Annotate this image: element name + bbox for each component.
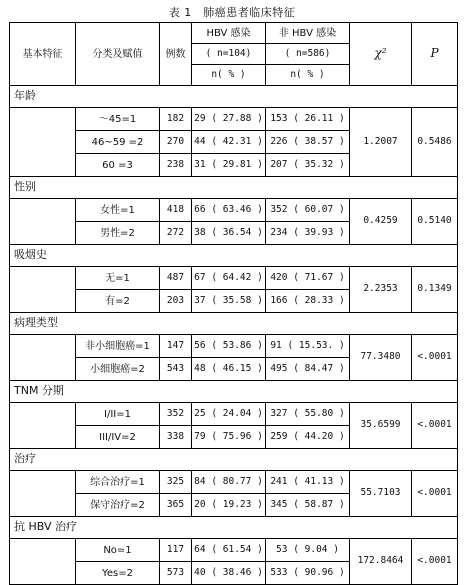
- count-cell: 487: [160, 267, 192, 290]
- chi-square-cell: 77.3480: [350, 335, 412, 381]
- count-cell: 418: [160, 199, 192, 222]
- category-cell: 60 =3: [76, 154, 160, 177]
- hbv-positive-cell: 48 ( 46.15 ): [192, 358, 266, 381]
- hbv-negative-cell: 53 ( 9.04 ): [266, 539, 350, 562]
- header-count: 例数: [160, 23, 192, 86]
- group-blank-cell: [10, 108, 76, 177]
- count-cell: 543: [160, 358, 192, 381]
- p-value-cell: 0.5486: [412, 108, 458, 177]
- category-cell: 有=2: [76, 290, 160, 313]
- category-cell: 非小细胞癌=1: [76, 335, 160, 358]
- chi-square-cell: 1.2007: [350, 108, 412, 177]
- chi-square-cell: 0.4259: [350, 199, 412, 245]
- group-label: 吸烟史: [10, 245, 458, 267]
- group-blank-cell: [10, 403, 76, 449]
- hbv-positive-cell: 29 ( 27.88 ): [192, 108, 266, 131]
- category-cell: 保守治疗=2: [76, 494, 160, 517]
- table-row: [10, 335, 458, 358]
- table-row: [10, 539, 458, 562]
- hbv-positive-cell: 37 ( 35.58 ): [192, 290, 266, 313]
- hbv-positive-cell: 84 ( 80.77 ): [192, 471, 266, 494]
- header-hbv-negative: 非 HBV 感染: [266, 23, 350, 44]
- group-label: 性别: [10, 177, 458, 199]
- group-label: TNM 分期: [10, 381, 458, 403]
- header-chi-square: χ²: [350, 23, 412, 86]
- p-value-cell: 0.5140: [412, 199, 458, 245]
- category-cell: 无=1: [76, 267, 160, 290]
- table-row: [10, 471, 458, 494]
- hbv-negative-cell: 327 ( 55.80 ): [266, 403, 350, 426]
- count-cell: 270: [160, 131, 192, 154]
- header-unit-positive: n( % ): [192, 65, 266, 86]
- hbv-positive-cell: 67 ( 64.42 ): [192, 267, 266, 290]
- hbv-negative-cell: 495 ( 84.47 ): [266, 358, 350, 381]
- count-cell: 147: [160, 335, 192, 358]
- hbv-negative-cell: 241 ( 41.13 ): [266, 471, 350, 494]
- count-cell: 272: [160, 222, 192, 245]
- table-title: 表 1 肺癌患者临床特征: [168, 6, 296, 19]
- hbv-negative-cell: 352 ( 60.07 ): [266, 199, 350, 222]
- hbv-negative-cell: 420 ( 71.67 ): [266, 267, 350, 290]
- chi-square-cell: 35.6599: [350, 403, 412, 449]
- p-value-cell: <.0001: [412, 539, 458, 585]
- group-blank-cell: [10, 539, 76, 585]
- header-unit-negative: n( % ): [266, 65, 350, 86]
- table-row: [10, 403, 458, 426]
- header-basic: 基本特征: [10, 23, 76, 86]
- table-row: [10, 267, 458, 290]
- hbv-positive-cell: 44 ( 42.31 ): [192, 131, 266, 154]
- count-cell: 325: [160, 471, 192, 494]
- category-cell: ～45=1: [76, 108, 160, 131]
- hbv-positive-cell: 64 ( 61.54 ): [192, 539, 266, 562]
- category-cell: Yes=2: [76, 562, 160, 585]
- hbv-negative-cell: 207 ( 35.32 ): [266, 154, 350, 177]
- chi-square-cell: 55.7103: [350, 471, 412, 517]
- category-cell: 女性=1: [76, 199, 160, 222]
- p-value-cell: <.0001: [412, 403, 458, 449]
- table-row: [10, 199, 458, 222]
- hbv-negative-cell: 345 ( 58.87 ): [266, 494, 350, 517]
- category-cell: 综合治疗=1: [76, 471, 160, 494]
- hbv-negative-cell: 166 ( 28.33 ): [266, 290, 350, 313]
- hbv-negative-cell: 234 ( 39.93 ): [266, 222, 350, 245]
- clinical-characteristics-table: [9, 22, 458, 585]
- category-cell: 46~59 =2: [76, 131, 160, 154]
- p-value-cell: <.0001: [412, 471, 458, 517]
- category-cell: No=1: [76, 539, 160, 562]
- hbv-negative-cell: 226 ( 38.57 ): [266, 131, 350, 154]
- hbv-positive-cell: 79 ( 75.96 ): [192, 426, 266, 449]
- header-hbv-positive-n: ( n=104): [192, 44, 266, 65]
- count-cell: 573: [160, 562, 192, 585]
- hbv-positive-cell: 31 ( 29.81 ): [192, 154, 266, 177]
- table-row: [10, 108, 458, 131]
- category-cell: 小细胞癌=2: [76, 358, 160, 381]
- category-cell: 男性=2: [76, 222, 160, 245]
- hbv-negative-cell: 91 ( 15.53. ): [266, 335, 350, 358]
- hbv-positive-cell: 66 ( 63.46 ): [192, 199, 266, 222]
- group-label: 治疗: [10, 449, 458, 471]
- header-hbv-negative-n: ( n=586): [266, 44, 350, 65]
- hbv-positive-cell: 25 ( 24.04 ): [192, 403, 266, 426]
- header-category: 分类及赋值: [76, 23, 160, 86]
- header-hbv-positive: HBV 感染: [192, 23, 266, 44]
- group-blank-cell: [10, 471, 76, 517]
- count-cell: 238: [160, 154, 192, 177]
- count-cell: 352: [160, 403, 192, 426]
- hbv-positive-cell: 20 ( 19.23 ): [192, 494, 266, 517]
- count-cell: 117: [160, 539, 192, 562]
- group-blank-cell: [10, 335, 76, 381]
- p-value-cell: 0.1349: [412, 267, 458, 313]
- count-cell: 338: [160, 426, 192, 449]
- group-label: 年龄: [10, 86, 458, 108]
- p-value-cell: <.0001: [412, 335, 458, 381]
- group-blank-cell: [10, 199, 76, 245]
- chi-square-cell: 172.8464: [350, 539, 412, 585]
- group-blank-cell: [10, 267, 76, 313]
- group-label: 抗 HBV 治疗: [10, 517, 458, 539]
- hbv-positive-cell: 38 ( 36.54 ): [192, 222, 266, 245]
- group-label: 病理类型: [10, 313, 458, 335]
- hbv-positive-cell: 40 ( 38.46 ): [192, 562, 266, 585]
- count-cell: 203: [160, 290, 192, 313]
- header-p-value: P: [412, 23, 458, 86]
- count-cell: 182: [160, 108, 192, 131]
- hbv-positive-cell: 56 ( 53.86 ): [192, 335, 266, 358]
- hbv-negative-cell: 153 ( 26.11 ): [266, 108, 350, 131]
- category-cell: III/IV=2: [76, 426, 160, 449]
- hbv-negative-cell: 259 ( 44.20 ): [266, 426, 350, 449]
- category-cell: I/II=1: [76, 403, 160, 426]
- count-cell: 365: [160, 494, 192, 517]
- chi-square-cell: 2.2353: [350, 267, 412, 313]
- hbv-negative-cell: 533 ( 90.96 ): [266, 562, 350, 585]
